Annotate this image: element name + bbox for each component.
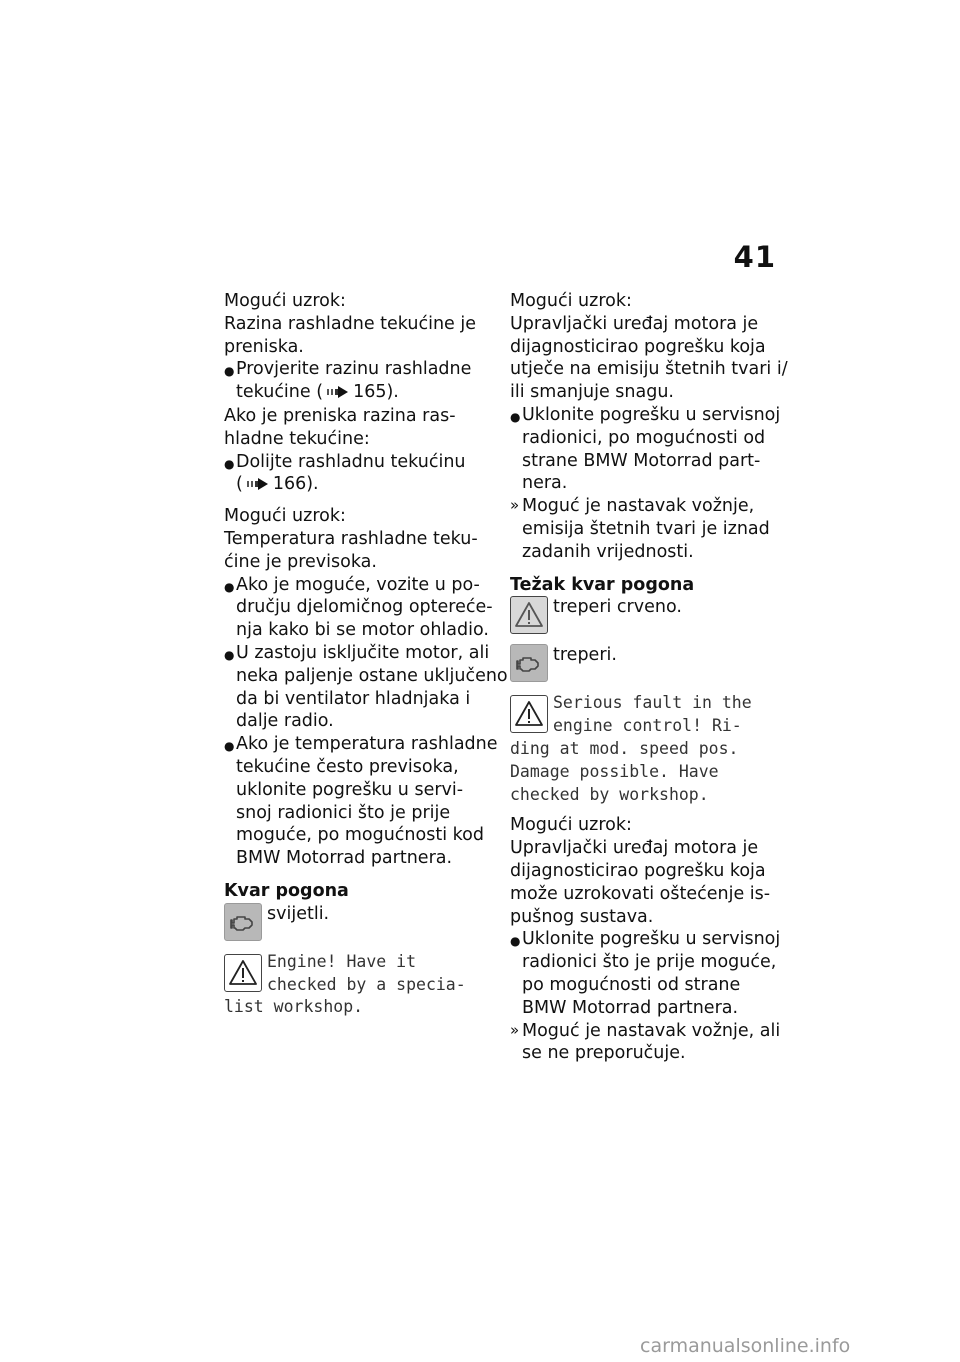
cause-label: Mogući uzrok: bbox=[224, 291, 346, 311]
engine-warning-icon bbox=[224, 903, 262, 941]
bullet-item: ● Dolijte rashladnu tekućinu ( 166). bbox=[224, 451, 492, 498]
indicator-row bbox=[224, 903, 492, 943]
message-line: list workshop. bbox=[224, 997, 364, 1017]
bullet-marker: ● bbox=[510, 409, 521, 424]
page-reference: 166). bbox=[272, 474, 319, 495]
cause-text-line: dijagnosticirao pogrešku koja bbox=[510, 860, 766, 881]
indicator-status: svijetli. bbox=[267, 903, 330, 924]
bullet-item: ● Uklonite pogrešku u servisnoj radionici što je prije moguće, po mogućnosti od strane BMW Motorrad partnera. bbox=[510, 929, 781, 1018]
indicator-status: treperi crveno. bbox=[553, 597, 682, 618]
cause-text-line: ili smanjuje snagu. bbox=[510, 382, 674, 403]
cause-text-line: preniska. bbox=[224, 336, 304, 357]
warning-triangle-icon bbox=[510, 695, 548, 733]
page-reference-arrow-icon bbox=[327, 382, 349, 405]
cause-text-line: Upravljački uređaj motora je bbox=[510, 838, 759, 859]
cause-label: Mogući uzrok: bbox=[224, 506, 346, 527]
result-item: » Moguć je nastavak vožnje, ali se ne preporučuje. bbox=[510, 1020, 781, 1064]
message-line: checked by workshop. bbox=[510, 784, 709, 804]
bullet-item: ● Ako je moguće, vozite u po- dručju djelomičnog optereće- nja kako bi se motor ohladio. bbox=[224, 574, 493, 641]
warning-triangle-icon bbox=[510, 596, 548, 634]
cause-text-line: pušnog sustava. bbox=[510, 906, 654, 927]
message-line: Serious fault in the bbox=[553, 693, 752, 713]
message-line: ding at mod. speed pos. bbox=[510, 738, 739, 758]
bullet-marker: ● bbox=[224, 739, 235, 754]
message-line: checked by a specia- bbox=[267, 974, 466, 994]
cause-label: Mogući uzrok: bbox=[510, 815, 632, 836]
right-column bbox=[510, 290, 788, 1065]
bullet-marker: ● bbox=[224, 456, 235, 471]
bullet-item: ● U zastoju isključite motor, ali neka paljenje ostane uključeno da bi ventilator hladnjaka i dalje radio. bbox=[224, 642, 508, 732]
indicator-status: treperi. bbox=[553, 645, 617, 666]
engine-warning-icon bbox=[510, 644, 548, 682]
indicator-row bbox=[510, 596, 778, 636]
bullet-marker: ● bbox=[224, 647, 235, 662]
cause-text-line: može uzrokovati oštećenje is- bbox=[510, 883, 771, 904]
result-marker: » bbox=[510, 1020, 520, 1039]
bullet-item: ● Ako je temperatura rashladne tekućine često previsoka, uklonite pogrešku u servi- snoj radionici što je prije moguće, po mogućnosti kod BMW Motorrad partnera. bbox=[224, 734, 498, 869]
result-item: » Moguć je nastavak vožnje, emisija štetnih tvari je iznad zadanih vrijednosti. bbox=[510, 496, 770, 562]
bullet-item: ● Uklonite pogrešku u servisnoj radionici, po mogućnosti od strane BMW Motorrad part- nera. bbox=[510, 404, 781, 494]
condition-text-line: hladne tekućine: bbox=[224, 428, 370, 449]
section-heading: Težak kvar pogona bbox=[510, 574, 695, 595]
page-reference-arrow-icon bbox=[247, 474, 269, 497]
cause-text-line: ćine je previsoka. bbox=[224, 551, 377, 572]
message-line: Engine! Have it bbox=[267, 951, 417, 971]
cause-text-line: Temperatura rashladne teku- bbox=[224, 528, 478, 549]
bullet-marker: ● bbox=[510, 934, 521, 949]
message-line: engine control! Ri- bbox=[553, 716, 742, 736]
display-message bbox=[510, 692, 778, 806]
message-line: Damage possible. Have bbox=[510, 761, 719, 781]
indicator-row bbox=[510, 644, 778, 684]
bullet-marker: ● bbox=[224, 364, 235, 379]
cause-text-line: utječe na emisiju štetnih tvari i/ bbox=[510, 359, 788, 380]
result-marker: » bbox=[510, 496, 520, 515]
warning-triangle-icon bbox=[224, 954, 262, 992]
section-heading: Kvar pogona bbox=[224, 880, 349, 901]
page-number: 41 bbox=[733, 240, 776, 274]
cause-text-line: dijagnosticirao pogrešku koja bbox=[510, 336, 766, 357]
cause-text-line: Upravljački uređaj motora je bbox=[510, 313, 759, 334]
condition-text-line: Ako je preniska razina ras- bbox=[224, 405, 456, 426]
left-column bbox=[224, 290, 508, 1019]
display-message bbox=[224, 951, 492, 1019]
cause-text-line: Razina rashladne tekućine je bbox=[224, 313, 477, 334]
watermark: carmanualsonline.info bbox=[640, 1335, 851, 1357]
cause-label: Mogući uzrok: bbox=[510, 291, 632, 311]
bullet-marker: ● bbox=[224, 579, 235, 594]
page-reference: 165). bbox=[353, 382, 399, 403]
bullet-item: ● Provjerite razinu rashladne tekućine ( 165). bbox=[224, 358, 492, 405]
